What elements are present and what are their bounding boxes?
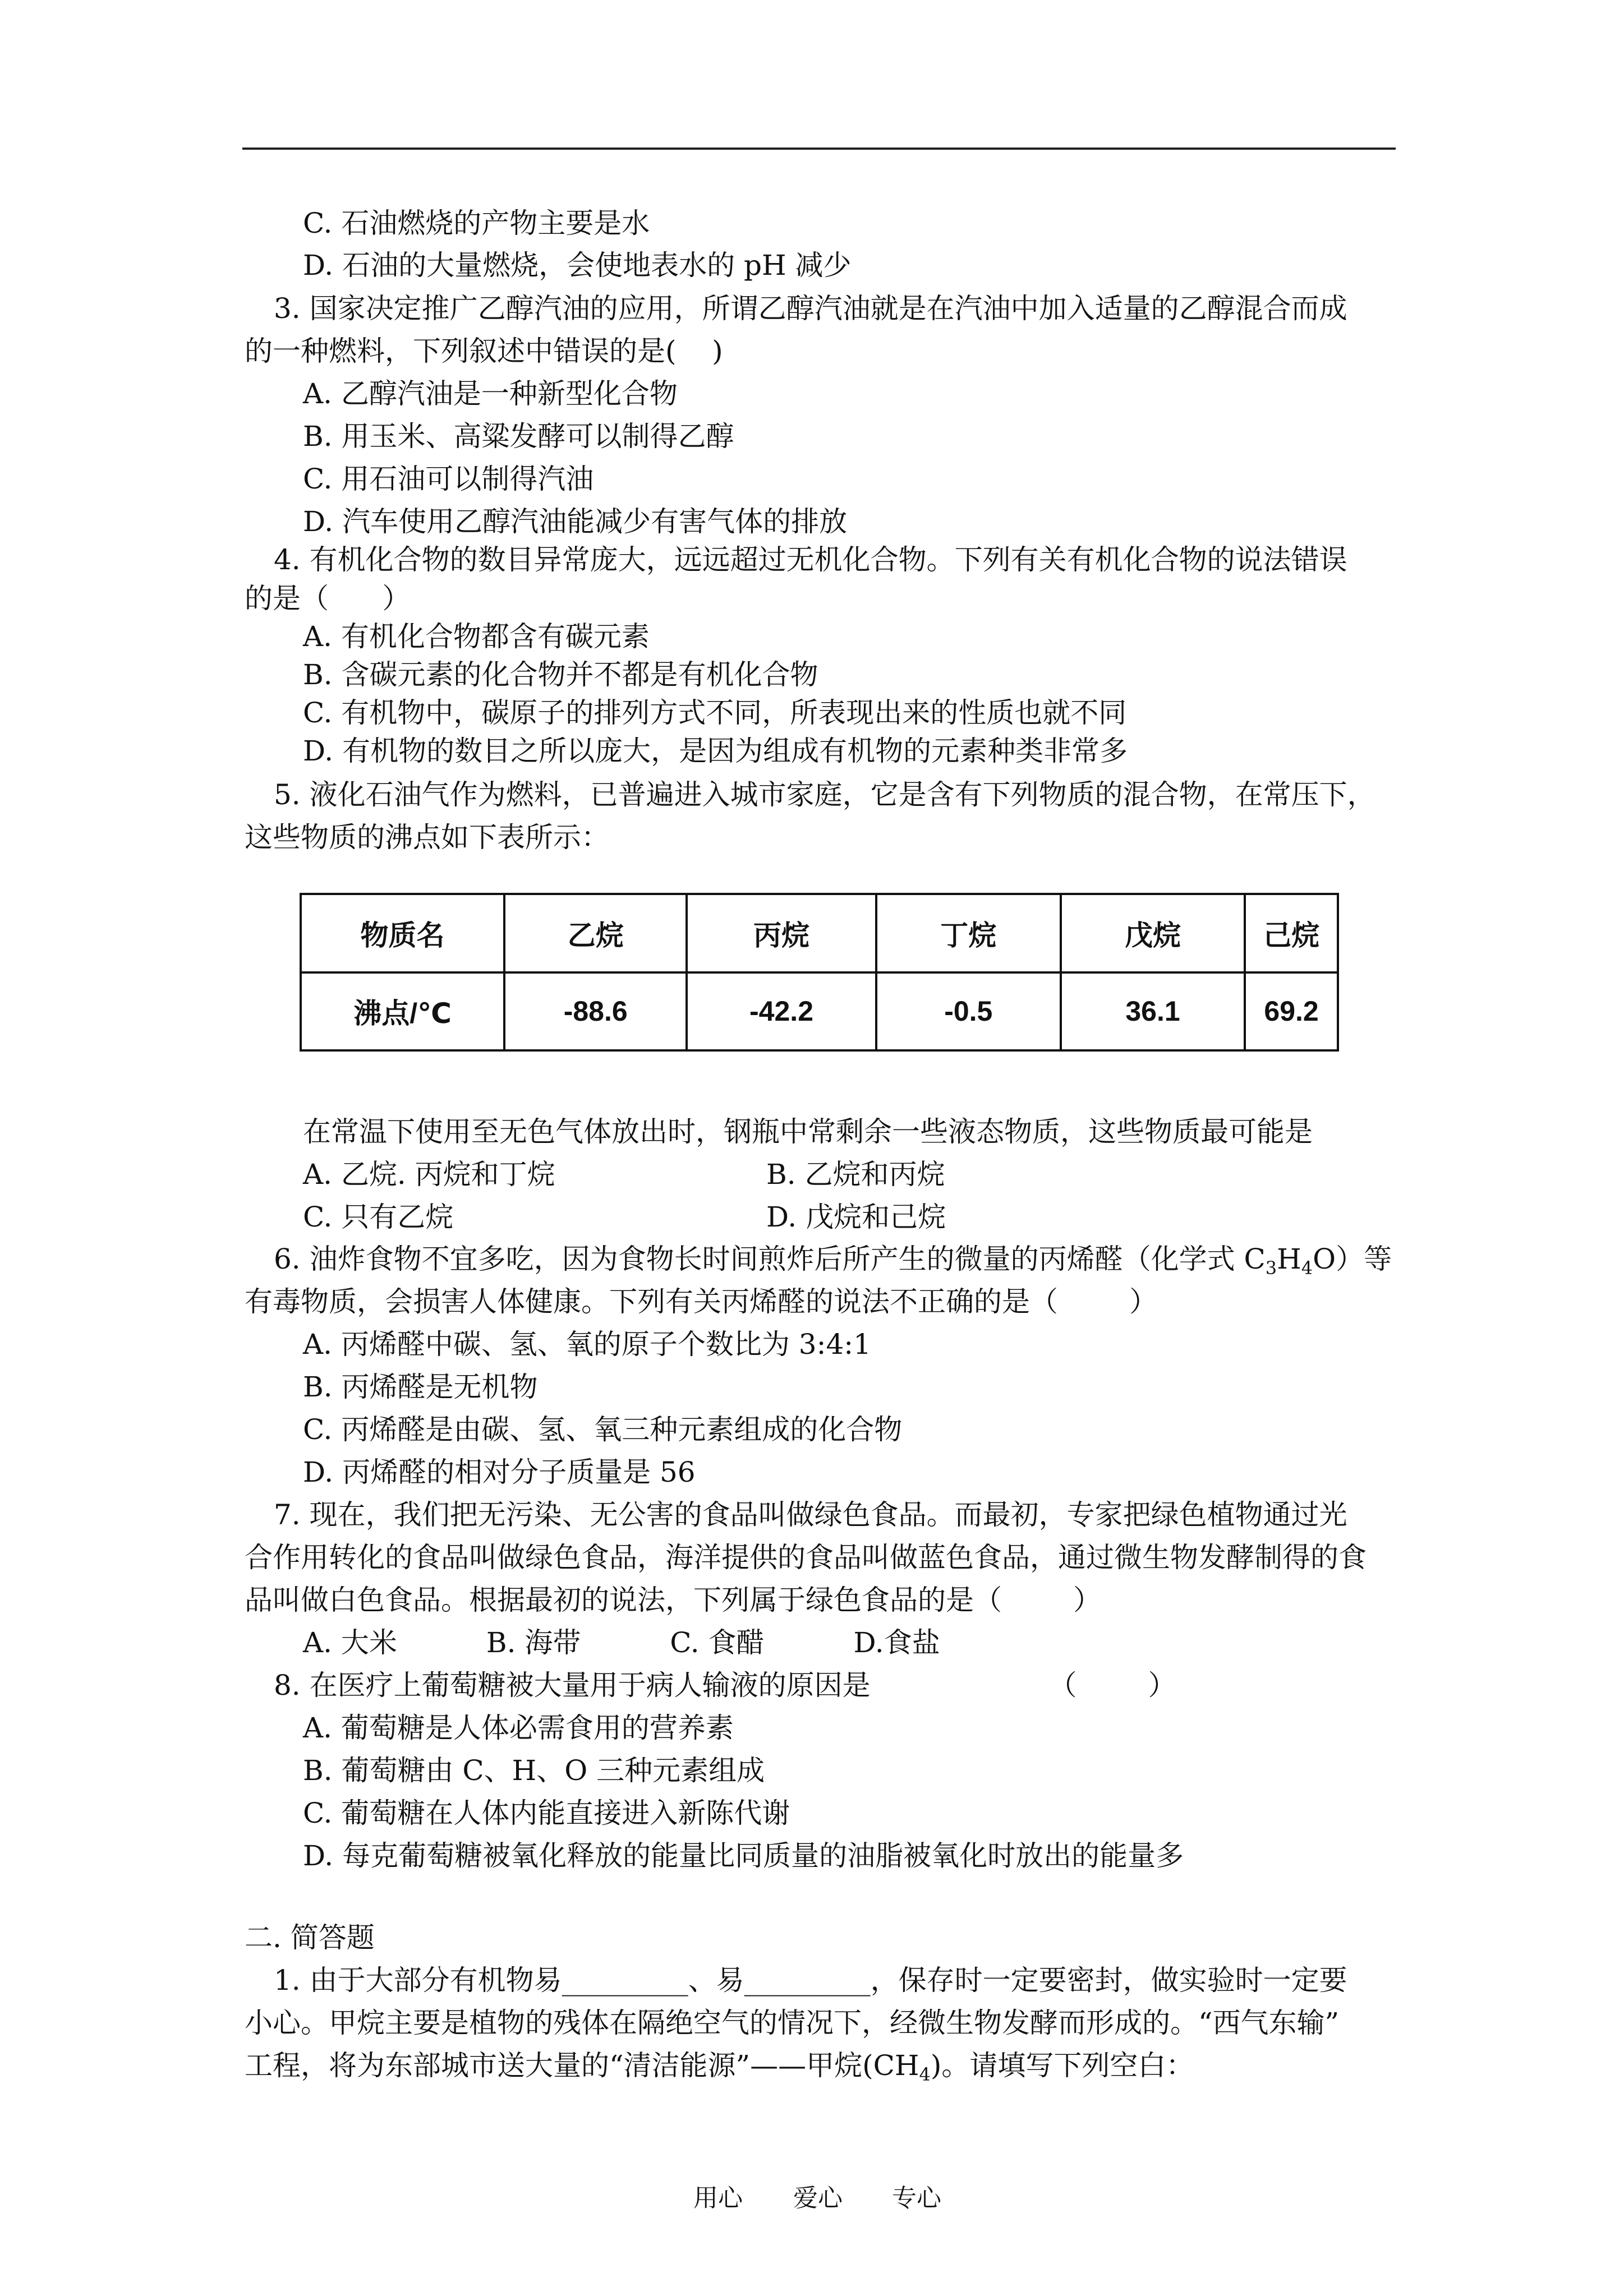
footer-text-3: 专心 [892, 2184, 941, 2212]
q6-stem-line1: 6. 油炸食物不宜多吃，因为食物长时间煎炸后所产生的微量的丙烯醛（化学式 $C_3H_4O$）等 [274, 1243, 1392, 1279]
q6-option-c: C. 丙烯醛是由碳、氢、氧三种元素组成的化合物 [303, 1413, 903, 1446]
q4-option-b: B. 含碳元素的化合物并不都是有机化合物 [303, 658, 818, 691]
q7-options: A. 大米 B. 海带 C. 食醋 D.食盐 [303, 1626, 940, 1659]
footer-text-2: 爱心 [793, 2184, 843, 2212]
q7-stem-line3: 品叫做白色食品。根据最初的说法，下列属于绿色食品的是（ ） [245, 1584, 1102, 1616]
q5-option-a: A. 乙烷. 丙烷和丁烷 [303, 1158, 555, 1191]
q4-stem-line1: 4. 有机化合物的数目异常庞大，远远超过无机化合物。下列有关有机化合物的说法错误 [274, 543, 1347, 576]
table-cell: 36.1 [1061, 972, 1245, 1051]
table-cell: -88.6 [504, 972, 687, 1051]
footer-text-1: 用心 [693, 2184, 743, 2212]
q3-option-c: C. 用石油可以制得汽油 [303, 463, 594, 495]
q3-stem-line1: 3. 国家决定推广乙醇汽油的应用，所谓乙醇汽油就是在汽油中加入适量的乙醇混合而成 [274, 292, 1347, 325]
q4-option-d: D. 有机物的数目之所以庞大，是因为组成有机物的元素种类非常多 [303, 735, 1128, 767]
q2-option-c: C. 石油燃烧的产物主要是水 [303, 207, 650, 239]
q4-option-c: C. 有机物中，碳原子的排列方式不同，所表现出来的性质也就不同 [303, 697, 1127, 729]
table-row [301, 972, 1338, 1051]
table-cell: 丙烷 [687, 894, 876, 972]
q2-option-d: D. 石油的大量燃烧，会使地表水的 pH 减少 [303, 249, 852, 282]
table-cell: 乙烷 [504, 894, 687, 972]
q3-option-b: B. 用玉米、高粱发酵可以制得乙醇 [303, 420, 734, 453]
section2-line1: 1. 由于大部分有机物易_________、易_________，保存时一定要密封，做实验时一定要 [274, 1964, 1347, 1997]
table-cell: 69.2 [1245, 972, 1338, 1051]
section2-line3: 工程，将为东部城市送大量的“清洁能源”——甲烷$(CH_4)$。请填写下列空白： [245, 2049, 1194, 2085]
section-title: 二. 简答题 [245, 1921, 375, 1954]
q4-option-a: A. 有机化合物都含有碳元素 [303, 620, 650, 653]
q3-option-a: A. 乙醇汽油是一种新型化合物 [303, 377, 678, 410]
q8-option-d: D. 每克葡萄糖被氧化释放的能量比同质量的油脂被氧化时放出的能量多 [303, 1839, 1184, 1872]
q5-option-b: B. 乙烷和丙烷 [766, 1158, 945, 1191]
table-cell: 丁烷 [876, 894, 1061, 972]
q3-stem-line2: 的一种燃料，下列叙述中错误的是( ) [245, 335, 723, 367]
q5-after-table: 在常温下使用至无色气体放出时，钢瓶中常剩余一些液态物质，这些物质最可能是 [303, 1115, 1313, 1148]
q5-stem-line1: 5. 液化石油气作为燃料，已普遍进入城市家庭，它是含有下列物质的混合物，在常压下， [274, 778, 1375, 811]
q5-stem-line2: 这些物质的沸点如下表所示： [245, 821, 609, 854]
table-cell: -0.5 [876, 972, 1061, 1051]
q6-option-d: D. 丙烯醛的相对分子质量是 56 [303, 1456, 696, 1488]
q6-stem-line2: 有毒物质，会损害人体健康。下列有关丙烯醛的说法不正确的是（ ） [245, 1285, 1158, 1318]
q3-option-d: D. 汽车使用乙醇汽油能减少有害气体的排放 [303, 505, 848, 538]
table-cell: 戊烷 [1061, 894, 1245, 972]
header-rule [242, 147, 1396, 150]
table-cell: 沸点/℃ [301, 972, 504, 1051]
q7-stem-line2: 合作用转化的食品叫做绿色食品，海洋提供的食品叫做蓝色食品，通过微生物发酵制得的食 [245, 1541, 1367, 1574]
q7-stem-line1: 7. 现在，我们把无污染、无公害的食品叫做绿色食品。而最初，专家把绿色植物通过光 [274, 1499, 1347, 1531]
q6-option-b: B. 丙烯醛是无机物 [303, 1371, 538, 1403]
q5-option-c: C. 只有乙烷 [303, 1201, 454, 1233]
q8-option-c: C. 葡萄糖在人体内能直接进入新陈代谢 [303, 1797, 790, 1829]
table-cell: -42.2 [687, 972, 876, 1051]
table-cell: 己烷 [1245, 894, 1338, 972]
q6-option-a: A. 丙烯醛中碳、氢、氧的原子个数比为 3:4:1 [303, 1328, 871, 1361]
q8-option-a: A. 葡萄糖是人体必需食用的营养素 [303, 1712, 734, 1744]
q8-option-b: B. 葡萄糖由 C、H、O 三种元素组成 [303, 1754, 765, 1787]
boiling-point-table [300, 893, 1339, 1052]
table-cell: 物质名 [301, 894, 504, 972]
q4-stem-line2: 的是（ ） [245, 582, 411, 615]
q8-stem: 8. 在医疗上葡萄糖被大量用于病人输液的原因是 （ ） [274, 1669, 1176, 1702]
table-header-row [301, 894, 1338, 972]
section2-line2: 小心。甲烷主要是植物的残体在隔绝空气的情况下，经微生物发酵而形成的。“西气东输” [245, 2007, 1340, 2039]
q5-option-d: D. 戊烷和己烷 [766, 1201, 946, 1233]
